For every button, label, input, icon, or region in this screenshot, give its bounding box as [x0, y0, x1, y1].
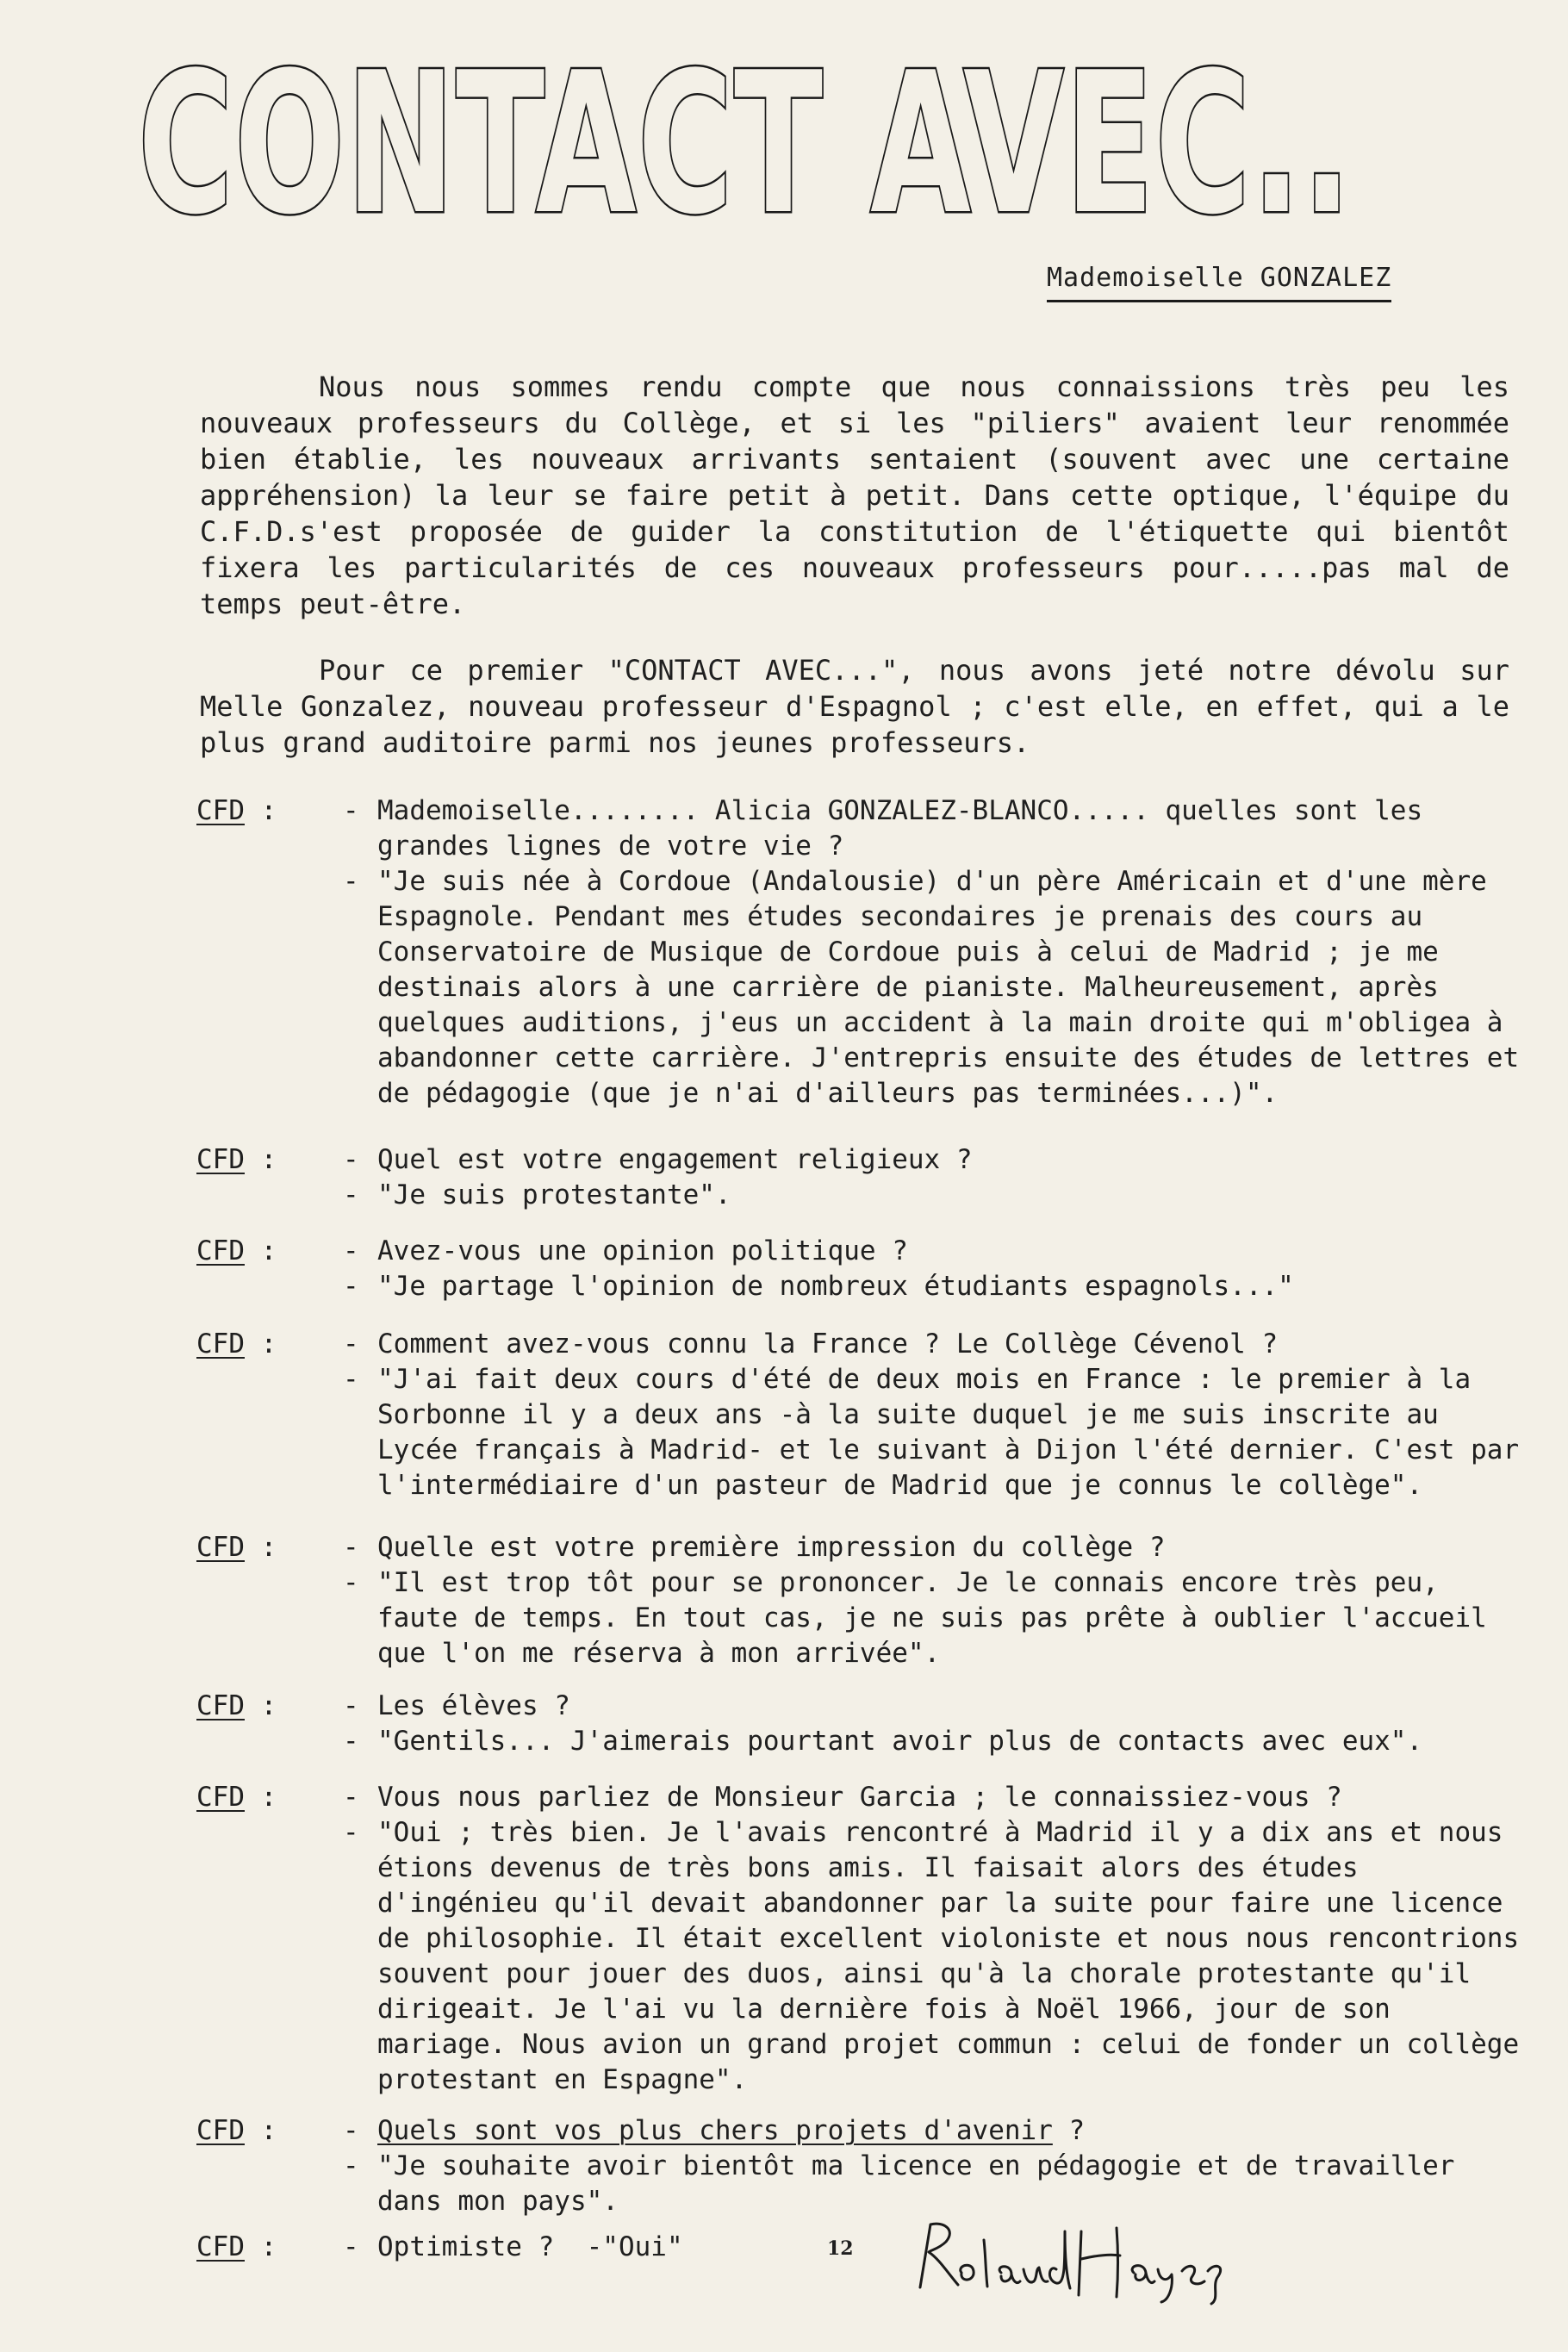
question-text: Mademoiselle........ Alicia GONZALEZ-BLANCO..... quelles sont les grandes lignes de votre vie ?	[377, 795, 1423, 862]
intro-paragraph-1: Nous nous sommes rendu compte que nous connaissions très peu les nouveaux professeurs du Collège, et si les "piliers" avaient leur renommée bien établie, les nouveaux arrivants sentaient (souvent avec une certaine appréhension) la leur se faire petit à petit. Dans cette optique, l'équipe du C.F.D.s'est proposée de guider la constitution de l'étiquette qui bientôt fixera les particularités de ces nouveaux professeurs pour.....pas mal de temps peut-être.	[200, 370, 1509, 620]
interviewee-heading: Mademoiselle GONZALEZ	[1047, 263, 1391, 302]
question-text: Comment avez-vous connu la France ? Le Collège Cévenol ?	[377, 1328, 1279, 1360]
answer-text: "Il est trop tôt pour se prononcer. Je le connais encore très peu, faute de temps. En tout cas, je ne suis pas prête à oublier l'accueil que l'on me réserva à mon arrivée".	[377, 1567, 1487, 1669]
interview-block-3: CFD : - Avez-vous une opinion politique ? - "Je partage l'opinion de nombreux étudiants espagnols..."	[196, 1234, 1540, 1304]
speaker-label: CFD :	[196, 1532, 277, 1563]
answer-text: "Oui ; très bien. Je l'avais rencontré à Madrid il y a dix ans et nous étions devenus de très bons amis. Il faisait alors des études d'ingénieu qu'il devait abandonner par la suite pour faire une licence de philosophie. Il était excellent violoniste et nous nous rencontrions souvent pour jouer des duos, ainsi qu'à la chorale protestante qu'il dirigeait. Je l'ai vu la dernière fois à Noël 1966, jour de son mariage. Nous avion un grand projet commun : celui de fonder un collège protestant en Espagne".	[377, 1817, 1520, 2095]
speaker-label: CFD :	[196, 1328, 277, 1360]
question-text: Quel est votre engagement religieux ?	[377, 1144, 973, 1175]
answer-text: -"Oui"	[586, 2231, 683, 2262]
interview-block-8: CFD : - Quels sont vos plus chers projets d'avenir ? - "Je souhaite avoir bientôt ma licence en pédagogie et de travailler dans mon pays".	[196, 2113, 1540, 2219]
interview-block-6: CFD : - Les élèves ? - "Gentils... J'aimerais pourtant avoir plus de contacts avec eux".	[196, 1689, 1540, 1759]
answer-text: "J'ai fait deux cours d'été de deux mois en France : le premier à la Sorbonne il y a deux ans -à la suite duquel je me suis inscrite au Lycée français à Madrid- et le suivant à Dijon l'été dernier. C'est par l'intermédiaire d'un pasteur de Madrid que je connus le collège".	[377, 1364, 1520, 1501]
answer-text: "Gentils... J'aimerais pourtant avoir plus de contacts avec eux".	[377, 1726, 1423, 1757]
title-banner	[138, 34, 1361, 250]
answer-text: "Je partage l'opinion de nombreux étudiants espagnols..."	[377, 1271, 1294, 1302]
speaker-label: CFD :	[196, 1144, 277, 1175]
interview-block-4: CFD : - Comment avez-vous connu la France ? Le Collège Cévenol ? - "J'ai fait deux cours d'été de deux mois en France : le premier à la Sorbonne il y a deux ans -à la suite duquel je me suis inscrite au Lycée français à Madrid- et le suivant à Dijon l'été dernier. C'est par l'intermédiaire d'un pasteur de Madrid que je connus le collège".	[196, 1327, 1540, 1503]
intro-paragraph-2: Pour ce premier "CONTACT AVEC...", nous avons jeté notre dévolu sur Melle Gonzalez, nouveau professeur d'Espagnol ; c'est elle, en effet, qui a le plus grand auditoire parmi nos jeunes professeurs.	[200, 654, 1509, 759]
answer-text: "Je souhaite avoir bientôt ma licence en pédagogie et de travailler dans mon pays".	[377, 2150, 1455, 2217]
speaker-label: CFD :	[196, 1690, 277, 1721]
interview-block-7: CFD : - Vous nous parliez de Monsieur Garcia ; le connaissiez-vous ? - "Oui ; très bien. Je l'avais rencontré à Madrid il y a dix ans et nous étions devenus de très bons amis. Il faisait alors des études d'ingénieu qu'il devait abandonner par la suite pour faire une licence de philosophie. Il était excellent violoniste et nous nous rencontrions souvent pour jouer des duos, ainsi qu'à la chorale protestante qu'il dirigeait. Je l'ai vu la dernière fois à Noël 1966, jour de son mariage. Nous avion un grand projet commun : celui de fonder un collège protestant en Espagne".	[196, 1780, 1540, 2098]
speaker-label: CFD :	[196, 2115, 277, 2146]
page-number: 12	[827, 2237, 854, 2260]
speaker-label: CFD :	[196, 1782, 277, 1813]
question-text: Vous nous parliez de Monsieur Garcia ; le connaissiez-vous ?	[377, 1782, 1342, 1813]
page-title: CONTACT AVEC..	[138, 34, 1353, 250]
speaker-label: CFD :	[196, 2231, 277, 2262]
interview-block-5: CFD : - Quelle est votre première impression du collège ? - "Il est trop tôt pour se prononcer. Je le connais encore très peu, faute de temps. En tout cas, je ne suis pas prête à oublier l'accueil que l'on me réserva à mon arrivée".	[196, 1530, 1540, 1671]
question-text: Les élèves ?	[377, 1690, 570, 1721]
signature-drawing	[905, 2206, 1232, 2309]
question-text: Avez-vous une opinion politique ?	[377, 1235, 908, 1266]
question-text: Quelle est votre première impression du collège ?	[377, 1532, 1166, 1563]
speaker-label: CFD :	[196, 1235, 277, 1266]
question-text: Quels sont vos plus chers projets d'avenir ?	[377, 2115, 1086, 2146]
signature	[905, 2206, 1232, 2309]
title-graphic	[138, 34, 1361, 250]
answer-text: "Je suis protestante".	[377, 1179, 731, 1210]
question-text: Optimiste ? -"Oui"	[377, 2231, 683, 2262]
interview-block-2: CFD : - Quel est votre engagement religieux ? - "Je suis protestante".	[196, 1142, 1540, 1213]
answer-text: "Je suis née à Cordoue (Andalousie) d'un père Américain et d'une mère Espagnole. Pendant mes études secondaires je prenais des cours au Conservatoire de Musique de Cordoue puis à celui de Madrid ; je me destinais alors à une carrière de pianiste. Malheureusement, après quelques auditions, j'eus un accident à la main droite qui m'obligea à abandonner cette carrière. J'entrepris ensuite des études de lettres et de pédagogie (que je n'ai d'ailleurs pas terminées...)".	[377, 866, 1520, 1109]
interview-block-1: CFD : - Mademoiselle........ Alicia GONZALEZ-BLANCO..... quelles sont les grandes lignes de votre vie ? - "Je suis née à Cordoue (Andalousie) d'un père Américain et d'une mère Espagnole. Pendant mes études secondaires je prenais des cours au Conservatoire de Musique de Cordoue puis à celui de Madrid ; je me destinais alors à une carrière de pianiste. Malheureusement, après quelques auditions, j'eus un accident à la main droite qui m'obligea à abandonner cette carrière. J'entrepris ensuite des études de lettres et de pédagogie (que je n'ai d'ailleurs pas terminées...)".	[196, 793, 1540, 1111]
speaker-label: CFD :	[196, 795, 277, 826]
interview-block-9: CFD : - Optimiste ? -"Oui"	[196, 2230, 1540, 2265]
